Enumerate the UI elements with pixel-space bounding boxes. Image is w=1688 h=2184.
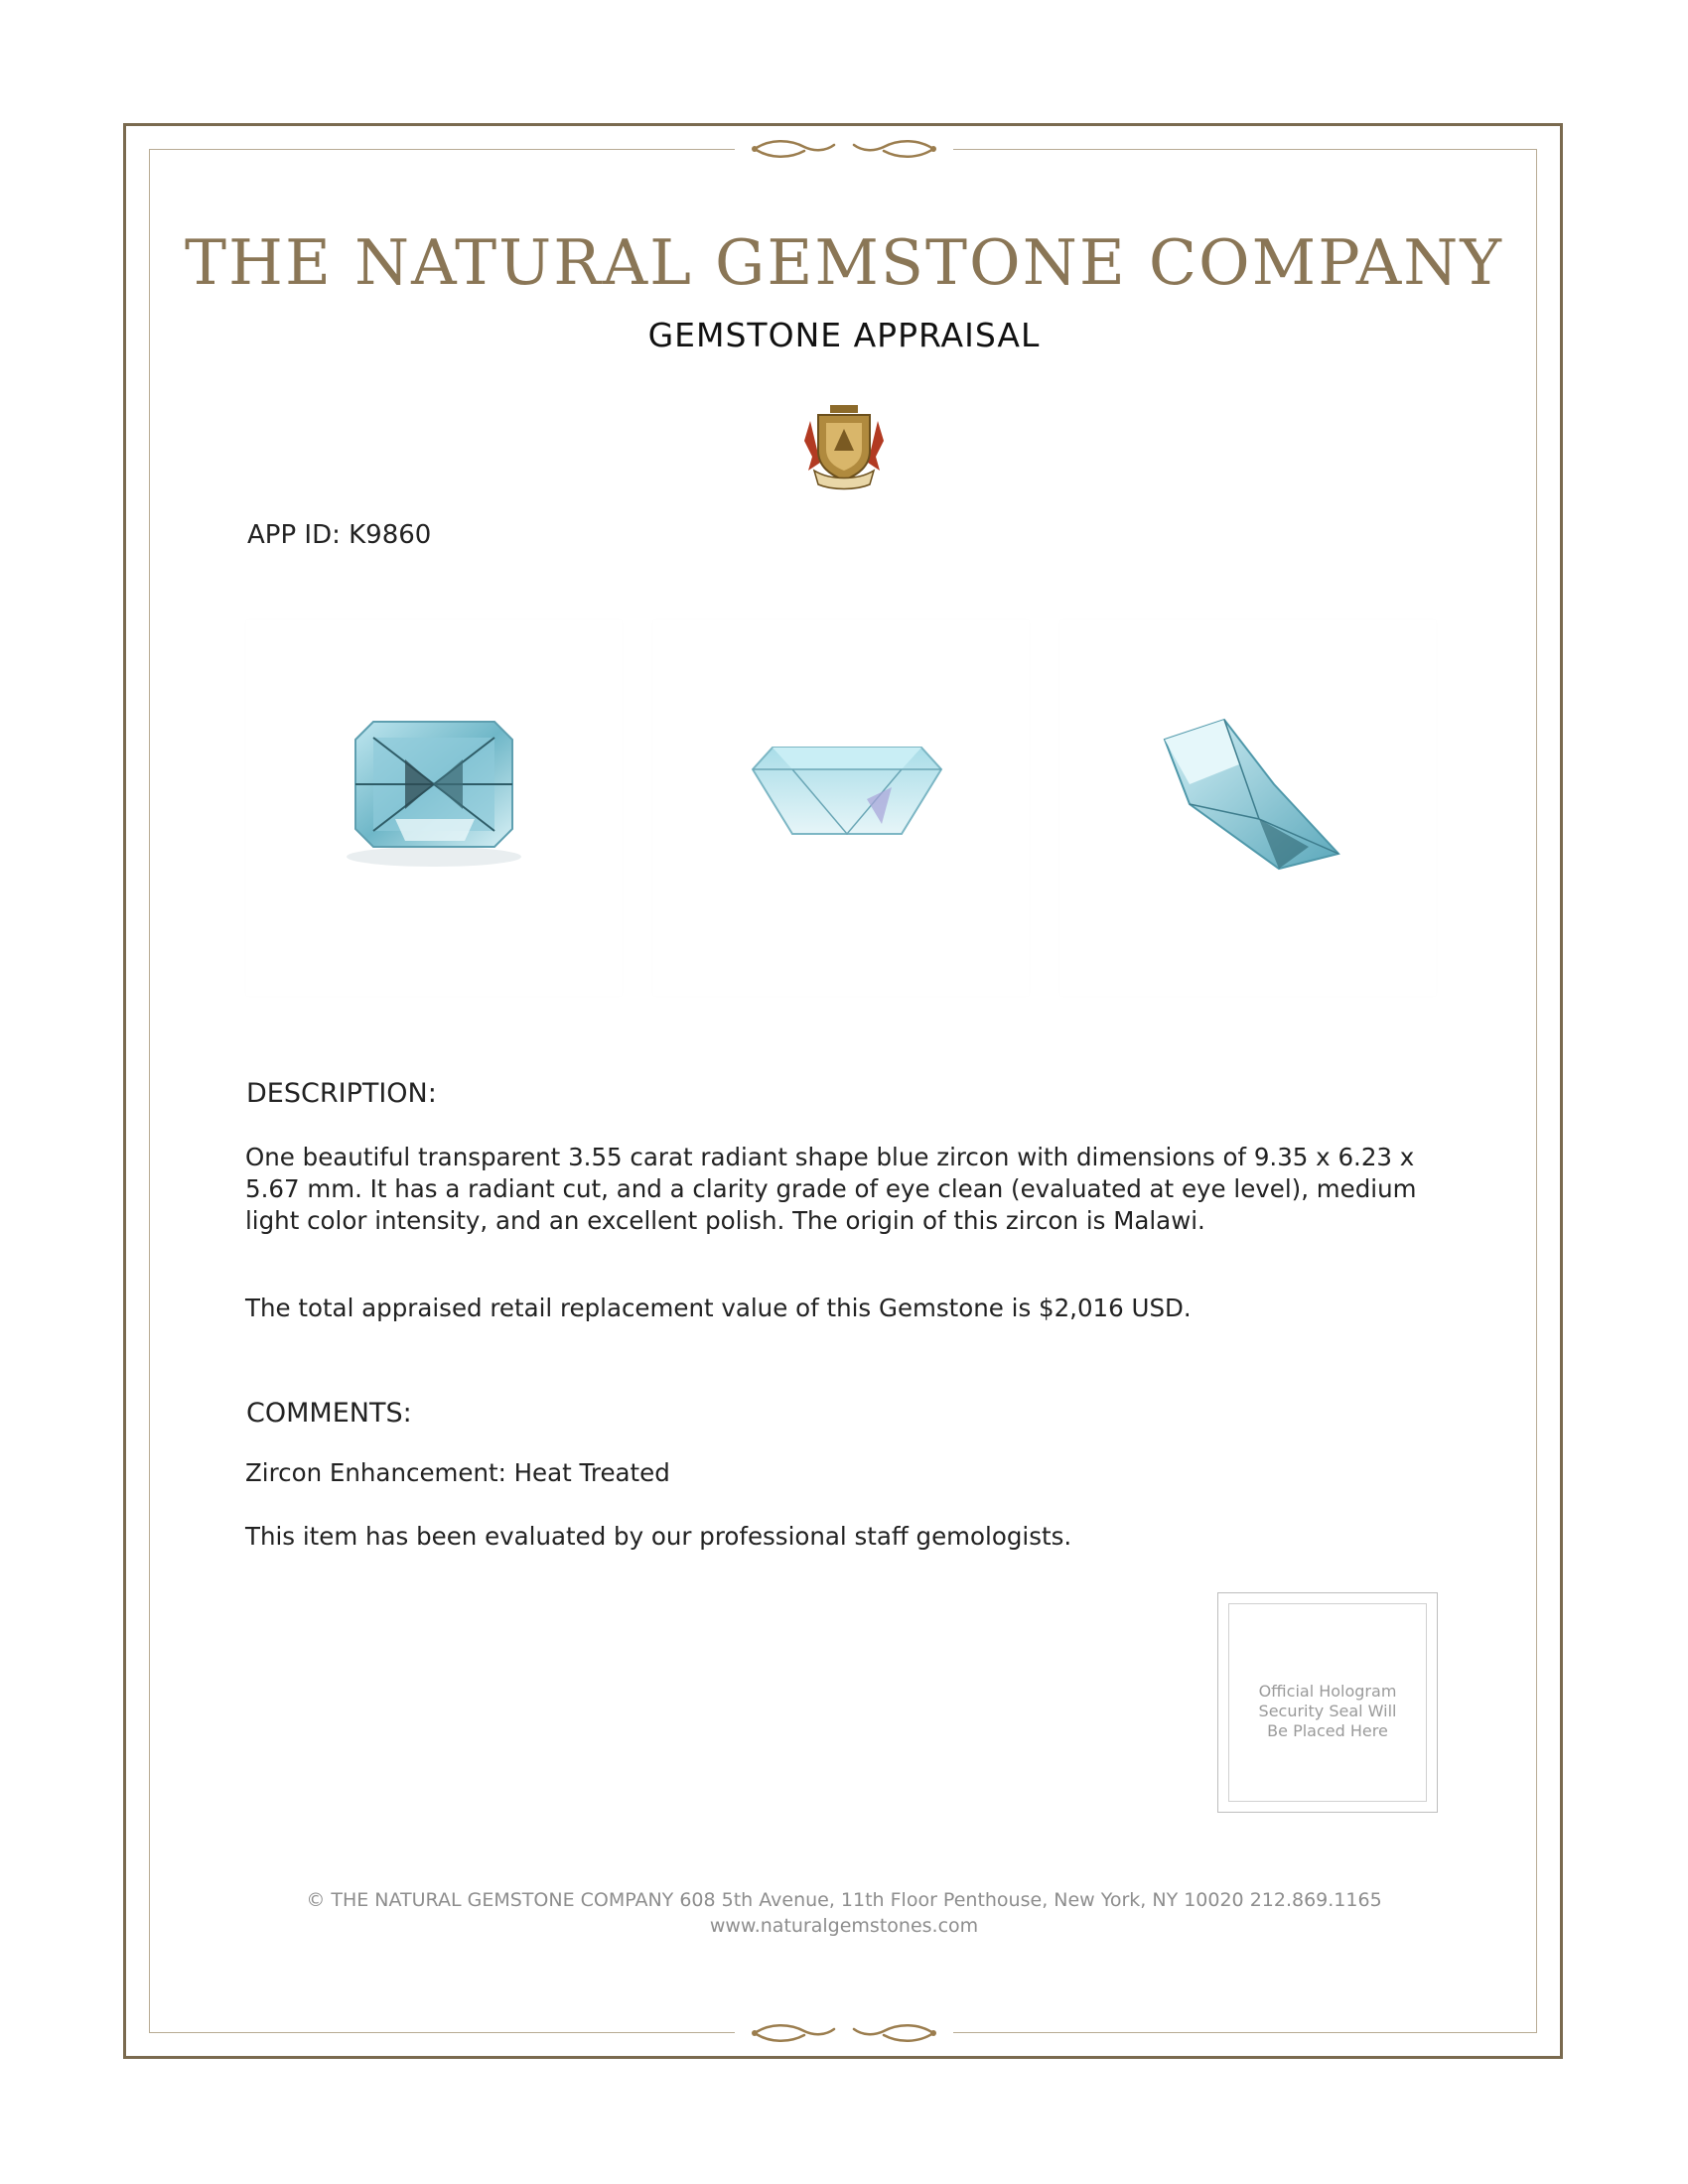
heraldic-crest-icon [800, 401, 888, 492]
appraised-value-text: The total appraised retail replacement value of this Gemstone is $2,016 USD. [245, 1294, 1192, 1322]
seal-line-1: Official Hologram [1258, 1682, 1397, 1701]
hologram-seal-box [1217, 1592, 1438, 1813]
description-text: One beautiful transparent 3.55 carat radiant shape blue zircon with dimensions of 9.35 x 6.23 x 5.67 mm. It has a radiant cut, and a clarity grade of eye clean (evaluated at eye level), medium light color intensity, and an excellent polish. The origin of this zircon is Malawi. [245, 1143, 1417, 1235]
gem-photo-top [246, 620, 622, 996]
gem-photo-angle [1060, 620, 1436, 996]
description-heading: DESCRIPTION: [246, 1078, 437, 1109]
seal-line-3: Be Placed Here [1267, 1721, 1388, 1740]
enhancement-text: Zircon Enhancement: Heat Treated [245, 1458, 670, 1487]
bottom-ornament [735, 2021, 953, 2045]
company-name: THE NATURAL GEMSTONE COMPANY [184, 226, 1504, 299]
evaluation-text: This item has been evaluated by our professional staff gemologists. [245, 1522, 1072, 1551]
seal-line-2: Security Seal Will [1258, 1702, 1397, 1720]
document-title: GEMSTONE APPRAISAL [647, 316, 1041, 354]
footer-website-link[interactable]: www.naturalgemstones.com [709, 1915, 979, 1937]
hologram-seal-inner [1228, 1603, 1427, 1802]
hologram-seal-text [1229, 1682, 1426, 1741]
footer-address: © THE NATURAL GEMSTONE COMPANY 608 5th Avenue, 11th Floor Penthouse, New York, NY 10020 212.869.1165 [306, 1889, 1382, 1911]
comments-heading: COMMENTS: [246, 1398, 412, 1429]
gem-photo-side [653, 620, 1029, 996]
top-ornament [735, 137, 953, 161]
appraisal-id: APP ID: K9860 [247, 520, 432, 550]
